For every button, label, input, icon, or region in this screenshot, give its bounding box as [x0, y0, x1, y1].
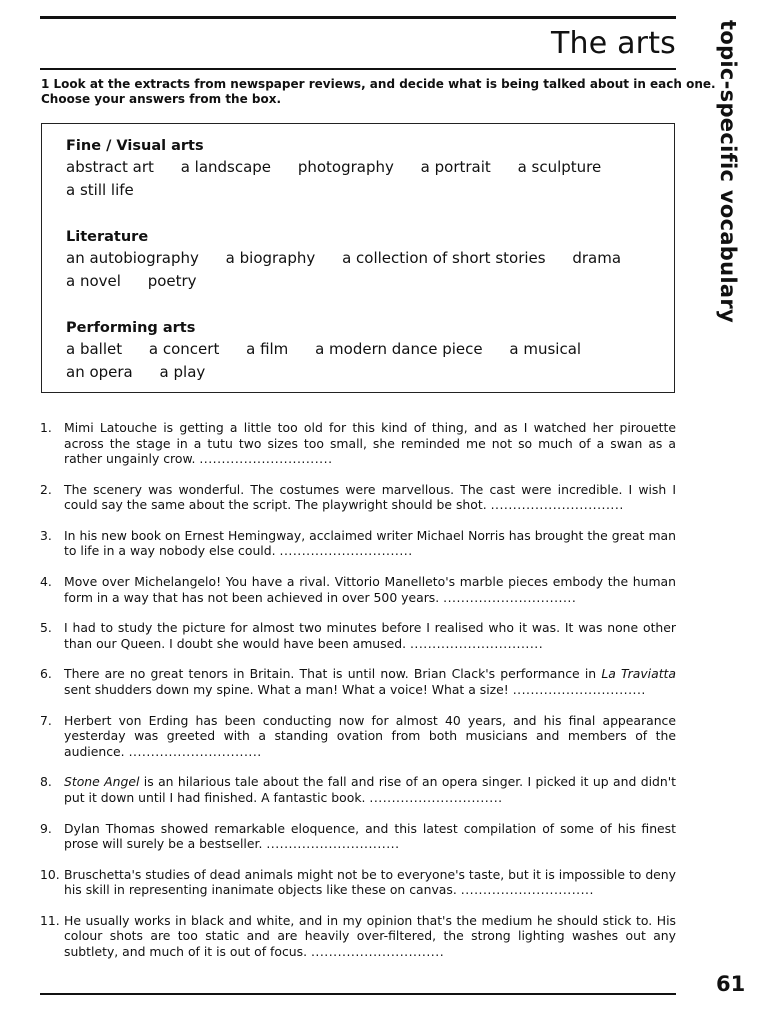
question-number: 6.: [40, 666, 52, 682]
answer-blank[interactable]: ..............................: [512, 681, 646, 697]
answer-blank[interactable]: ..............................: [369, 789, 503, 805]
question-text: He usually works in black and white, and in my opinion that's the medium he should stick to. His colour shots are too static and are heavily over-filtered, the strong lighting washes out any subtlety, and much of it is out of focus.: [64, 912, 676, 959]
question-number: 10.: [40, 866, 60, 882]
term: a sculpture: [517, 158, 602, 176]
term: an opera: [66, 363, 133, 381]
term: a biography: [225, 249, 316, 267]
answer-blank[interactable]: ..............................: [443, 589, 577, 605]
answer-blank[interactable]: ..............................: [279, 543, 413, 559]
question-number: 2.: [40, 481, 52, 497]
work-title: La Traviatta: [601, 666, 677, 682]
question-text: The scenery was wonderful. The costumes were marvellous. The cast were incredible. I wish I could say the same about the script. The playwright should be shot.: [64, 481, 676, 513]
term: a collection of short stories: [342, 249, 546, 267]
answer-blank[interactable]: ..............................: [128, 743, 262, 759]
question-text-after-title: sent shudders down my spine. What a man! What a voice! What a size!: [64, 681, 509, 697]
question-number: 8.: [40, 774, 52, 790]
bottom-rule: [40, 993, 676, 995]
category-title: Performing arts: [66, 320, 196, 336]
question-item: [40, 913, 676, 960]
term: a film: [246, 340, 289, 358]
term: a portrait: [420, 158, 491, 176]
term: a modern dance piece: [315, 340, 483, 358]
title-rule: [40, 68, 676, 70]
term: poetry: [147, 272, 197, 290]
question-number: 4.: [40, 574, 52, 590]
top-rule: [40, 16, 676, 19]
question-number: 5.: [40, 620, 52, 636]
question-item: [40, 821, 676, 852]
term: an autobiography: [66, 249, 199, 267]
question-number: 3.: [40, 527, 52, 543]
work-title: Stone Angel: [64, 774, 140, 790]
question-item: [40, 666, 676, 697]
term: a concert: [148, 340, 220, 358]
term: a musical: [509, 340, 582, 358]
question-item: [40, 867, 676, 898]
term: abstract art: [66, 158, 154, 176]
question-item: [40, 620, 676, 651]
question-text: Herbert von Erding has been conducting now for almost 40 years, and his final appearance yesterday was greeted with a standing ovation from both musicians and members of the audience.: [64, 712, 676, 759]
term-list: [66, 338, 646, 384]
term: a still life: [66, 181, 134, 199]
question-item: [40, 420, 676, 467]
question-item: [40, 574, 676, 605]
question-list: [40, 420, 676, 975]
question-text: Dylan Thomas showed remarkable eloquence, and this latest compilation of some of his finest prose will surely be a bestseller.: [64, 820, 676, 851]
section-tab: topic-specific vocabulary: [716, 20, 740, 324]
term: a novel: [66, 272, 121, 290]
question-text: In his new book on Ernest Hemingway, acclaimed writer Michael Norris has brought the great man to life in a way nobody else could.: [64, 527, 676, 559]
question-text-before-title: There are no great tenors in Britain. That is until now. Brian Clack's performance in: [64, 666, 602, 682]
question-number: 11.: [40, 912, 60, 928]
category-title: Fine / Visual arts: [66, 138, 204, 154]
term: a ballet: [66, 340, 123, 358]
question-text: Bruschetta's studies of dead animals might not be to everyone's taste, but it is impossible to deny his skill in representing inanimate objects like these on canvas.: [64, 866, 676, 898]
answer-blank[interactable]: ..............................: [199, 451, 333, 466]
term-list: [66, 156, 646, 202]
category-literature: [66, 227, 666, 293]
page-number: 61: [716, 972, 746, 996]
question-text: Move over Michelangelo! You have a rival. Vittorio Manelleto's marble pieces embody the human form in a way that has not been achieved in over 500 years.: [64, 574, 676, 605]
term: photography: [297, 158, 394, 176]
question-item: [40, 774, 676, 805]
question-text-after-title: is an hilarious tale about the fall and rise of an opera singer. I picked it up and didn't put it down until I had finished. A fantastic book.: [64, 774, 676, 805]
instructions-line-2: Choose your answers from the box.: [41, 92, 282, 106]
question-number: 7.: [40, 712, 52, 728]
answer-blank[interactable]: ..............................: [409, 635, 544, 651]
page-title: The arts: [550, 26, 676, 61]
question-number: 1.: [40, 420, 52, 435]
question-item: [40, 482, 676, 513]
term: drama: [572, 249, 622, 267]
term: a landscape: [180, 158, 272, 176]
question-item: [40, 713, 676, 760]
category-fine-visual-arts: [66, 136, 666, 202]
question-item: [40, 528, 676, 559]
term: a play: [159, 363, 206, 381]
category-performing-arts: [66, 318, 666, 384]
answer-blank[interactable]: ..............................: [460, 882, 594, 898]
question-text: Mimi Latouche is getting a little too old for this kind of thing, and as I watched her pirouette across the stage in a tutu two sizes too small, she reminded me not so much of a swan as a rather ungainly crow.: [64, 420, 676, 466]
answer-blank[interactable]: ..............................: [266, 836, 400, 851]
vocabulary-box: [41, 123, 675, 393]
exercise-instructions: [41, 77, 716, 107]
answer-blank[interactable]: ..............................: [310, 943, 445, 959]
category-title: Literature: [66, 229, 149, 245]
instructions-line-1: 1 Look at the extracts from newspaper reviews, and decide what is being talked about in each one.: [41, 77, 716, 91]
answer-blank[interactable]: ..............................: [490, 497, 624, 513]
question-text: I had to study the picture for almost two minutes before I realised who it was. It was none other than our Queen. I doubt she would have been amused.: [64, 620, 676, 651]
term-list: [66, 247, 646, 293]
question-number: 9.: [40, 820, 52, 836]
